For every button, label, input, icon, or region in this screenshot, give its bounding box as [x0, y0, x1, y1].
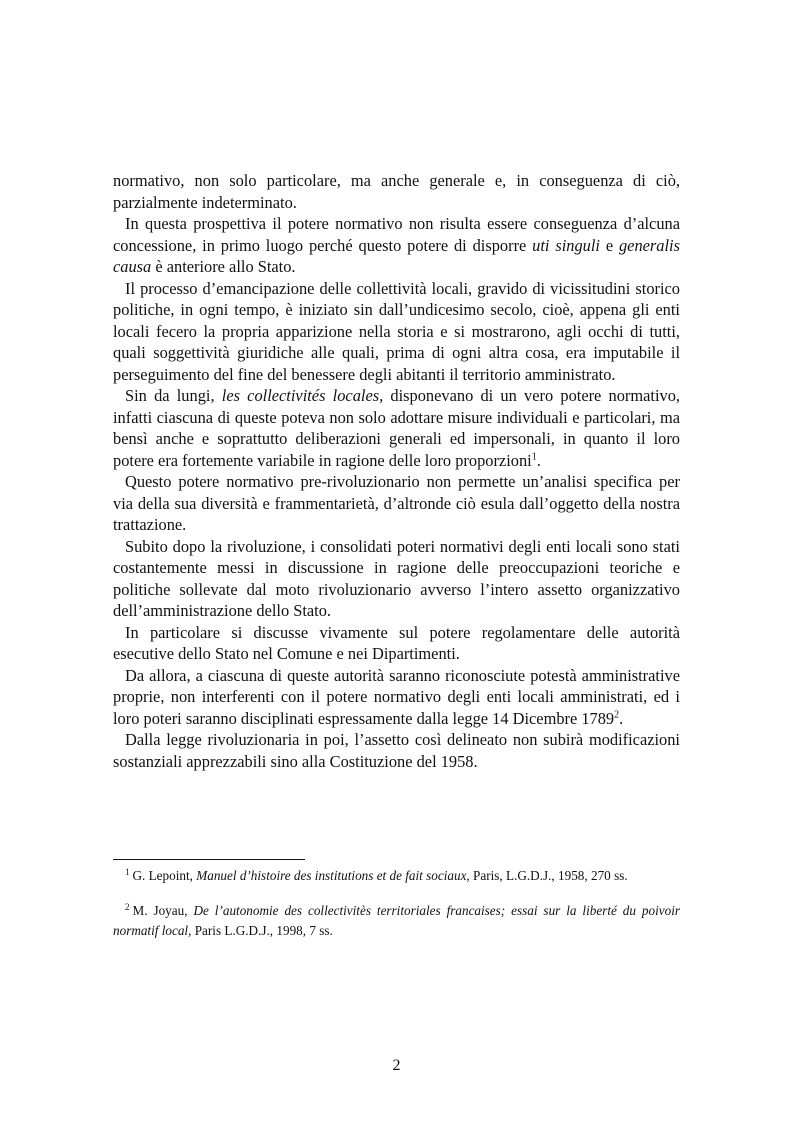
- paragraph-3: Il processo d’emancipazione delle collettività locali, gravido di vicissitudini storico politiche, in ogni tempo, è iniziato sin dall’undicesimo secolo, cioè, appena gli enti locali fecero la propria apparizione nella storia e si mostrarono, agli occhi di tutti, quali soggettività giuridiche alle quali, prima di ogni altra cosa, era imputabile il perseguimento del fine del benessere degli abitanti il territorio amministrato.: [113, 278, 680, 384]
- page-number: 2: [392, 1057, 401, 1074]
- footnote-title: Manuel d’histoire des institutions et de fait sociaux,: [196, 868, 470, 883]
- paragraph-2: In questa prospettiva il potere normativo non risulta essere conseguenza d’alcuna concessione, in primo luogo perché questo potere di disporre uti singuli e generalis causa è anteriore allo Stato.: [113, 214, 680, 276]
- footnote-number: 1: [125, 866, 130, 877]
- paragraph-8: Da allora, a ciascuna di queste autorità saranno riconosciute potestà amministrative proprie, non interferenti con il potere normativo degli enti locali amministrati, ed i loro poteri saranno disciplinati espressamente dalla legge 14 Dicembre 1789$^2$.: [113, 665, 680, 728]
- footnote-details: Paris L.G.D.J., 1998, 7 ss.: [194, 923, 333, 938]
- footnote-reference[interactable]: 1: [531, 451, 537, 463]
- italic-phrase: uti singuli: [532, 235, 600, 255]
- footnote-author: G. Lepoint,: [132, 868, 193, 883]
- footnote-number: 2: [125, 901, 130, 912]
- footnote-title: De l’autonomie des collectivitès territoriales francaises; essai sur la liberté du poivoir normatif local,: [113, 903, 681, 938]
- footnote-details: Paris, L.G.D.J., 1958, 270 ss.: [473, 868, 628, 883]
- italic-phrase: generalis causa: [113, 235, 680, 276]
- footnote-2: [113, 901, 680, 941]
- paragraph-7: In particolare si discusse vivamente sul potere regolamentare delle autorità esecutive dello Stato nel Comune e nei Dipartimenti.: [113, 622, 680, 663]
- footnote-1: [113, 866, 680, 886]
- footnote-separator: [113, 859, 305, 860]
- paragraph-5: Questo potere normativo pre-rivoluzionario non permette un’analisi specifica per via della sua diversità e frammentarietà, d’altronde ciò esula dall’oggetto della nostra trattazione.: [113, 472, 680, 534]
- paragraph-9: Dalla legge rivoluzionaria in poi, l’assetto così delineato non subirà modificazioni sostanziali apprezzabili sino alla Costituzione del 1958.: [113, 730, 680, 771]
- paragraph-6: Subito dopo la rivoluzione, i consolidati poteri normativi degli enti locali sono stati costantemente messi in discussione in ragione delle preoccupazioni teoriche e politiche sollevate dal moto rivoluzionario avverso l’intero assetto organizzativo dell’amministrazione dello Stato.: [113, 536, 680, 620]
- footnotes: [113, 866, 680, 956]
- italic-phrase: les collectivités locales,: [221, 386, 384, 405]
- paragraph-4: Sin da lungi, les collectivités locales, disponevano di un vero potere normativo, infatti ciascuna di queste poteva non solo adottare misure individuali e particolari, ma bensì anche e soprattutto deliberazioni generali ed impersonali, in quanto il loro potere era fortemente variabile in ragione delle loro proporzioni$^1$.: [113, 386, 681, 470]
- footnote-author: M. Joyau,: [132, 903, 188, 918]
- paragraph-1: normativo, non solo particolare, ma anche generale e, in conseguenza di ciò, parzialmente indeterminato.: [113, 171, 680, 212]
- body-text: [113, 170, 680, 772]
- footnote-reference[interactable]: 2: [614, 709, 620, 721]
